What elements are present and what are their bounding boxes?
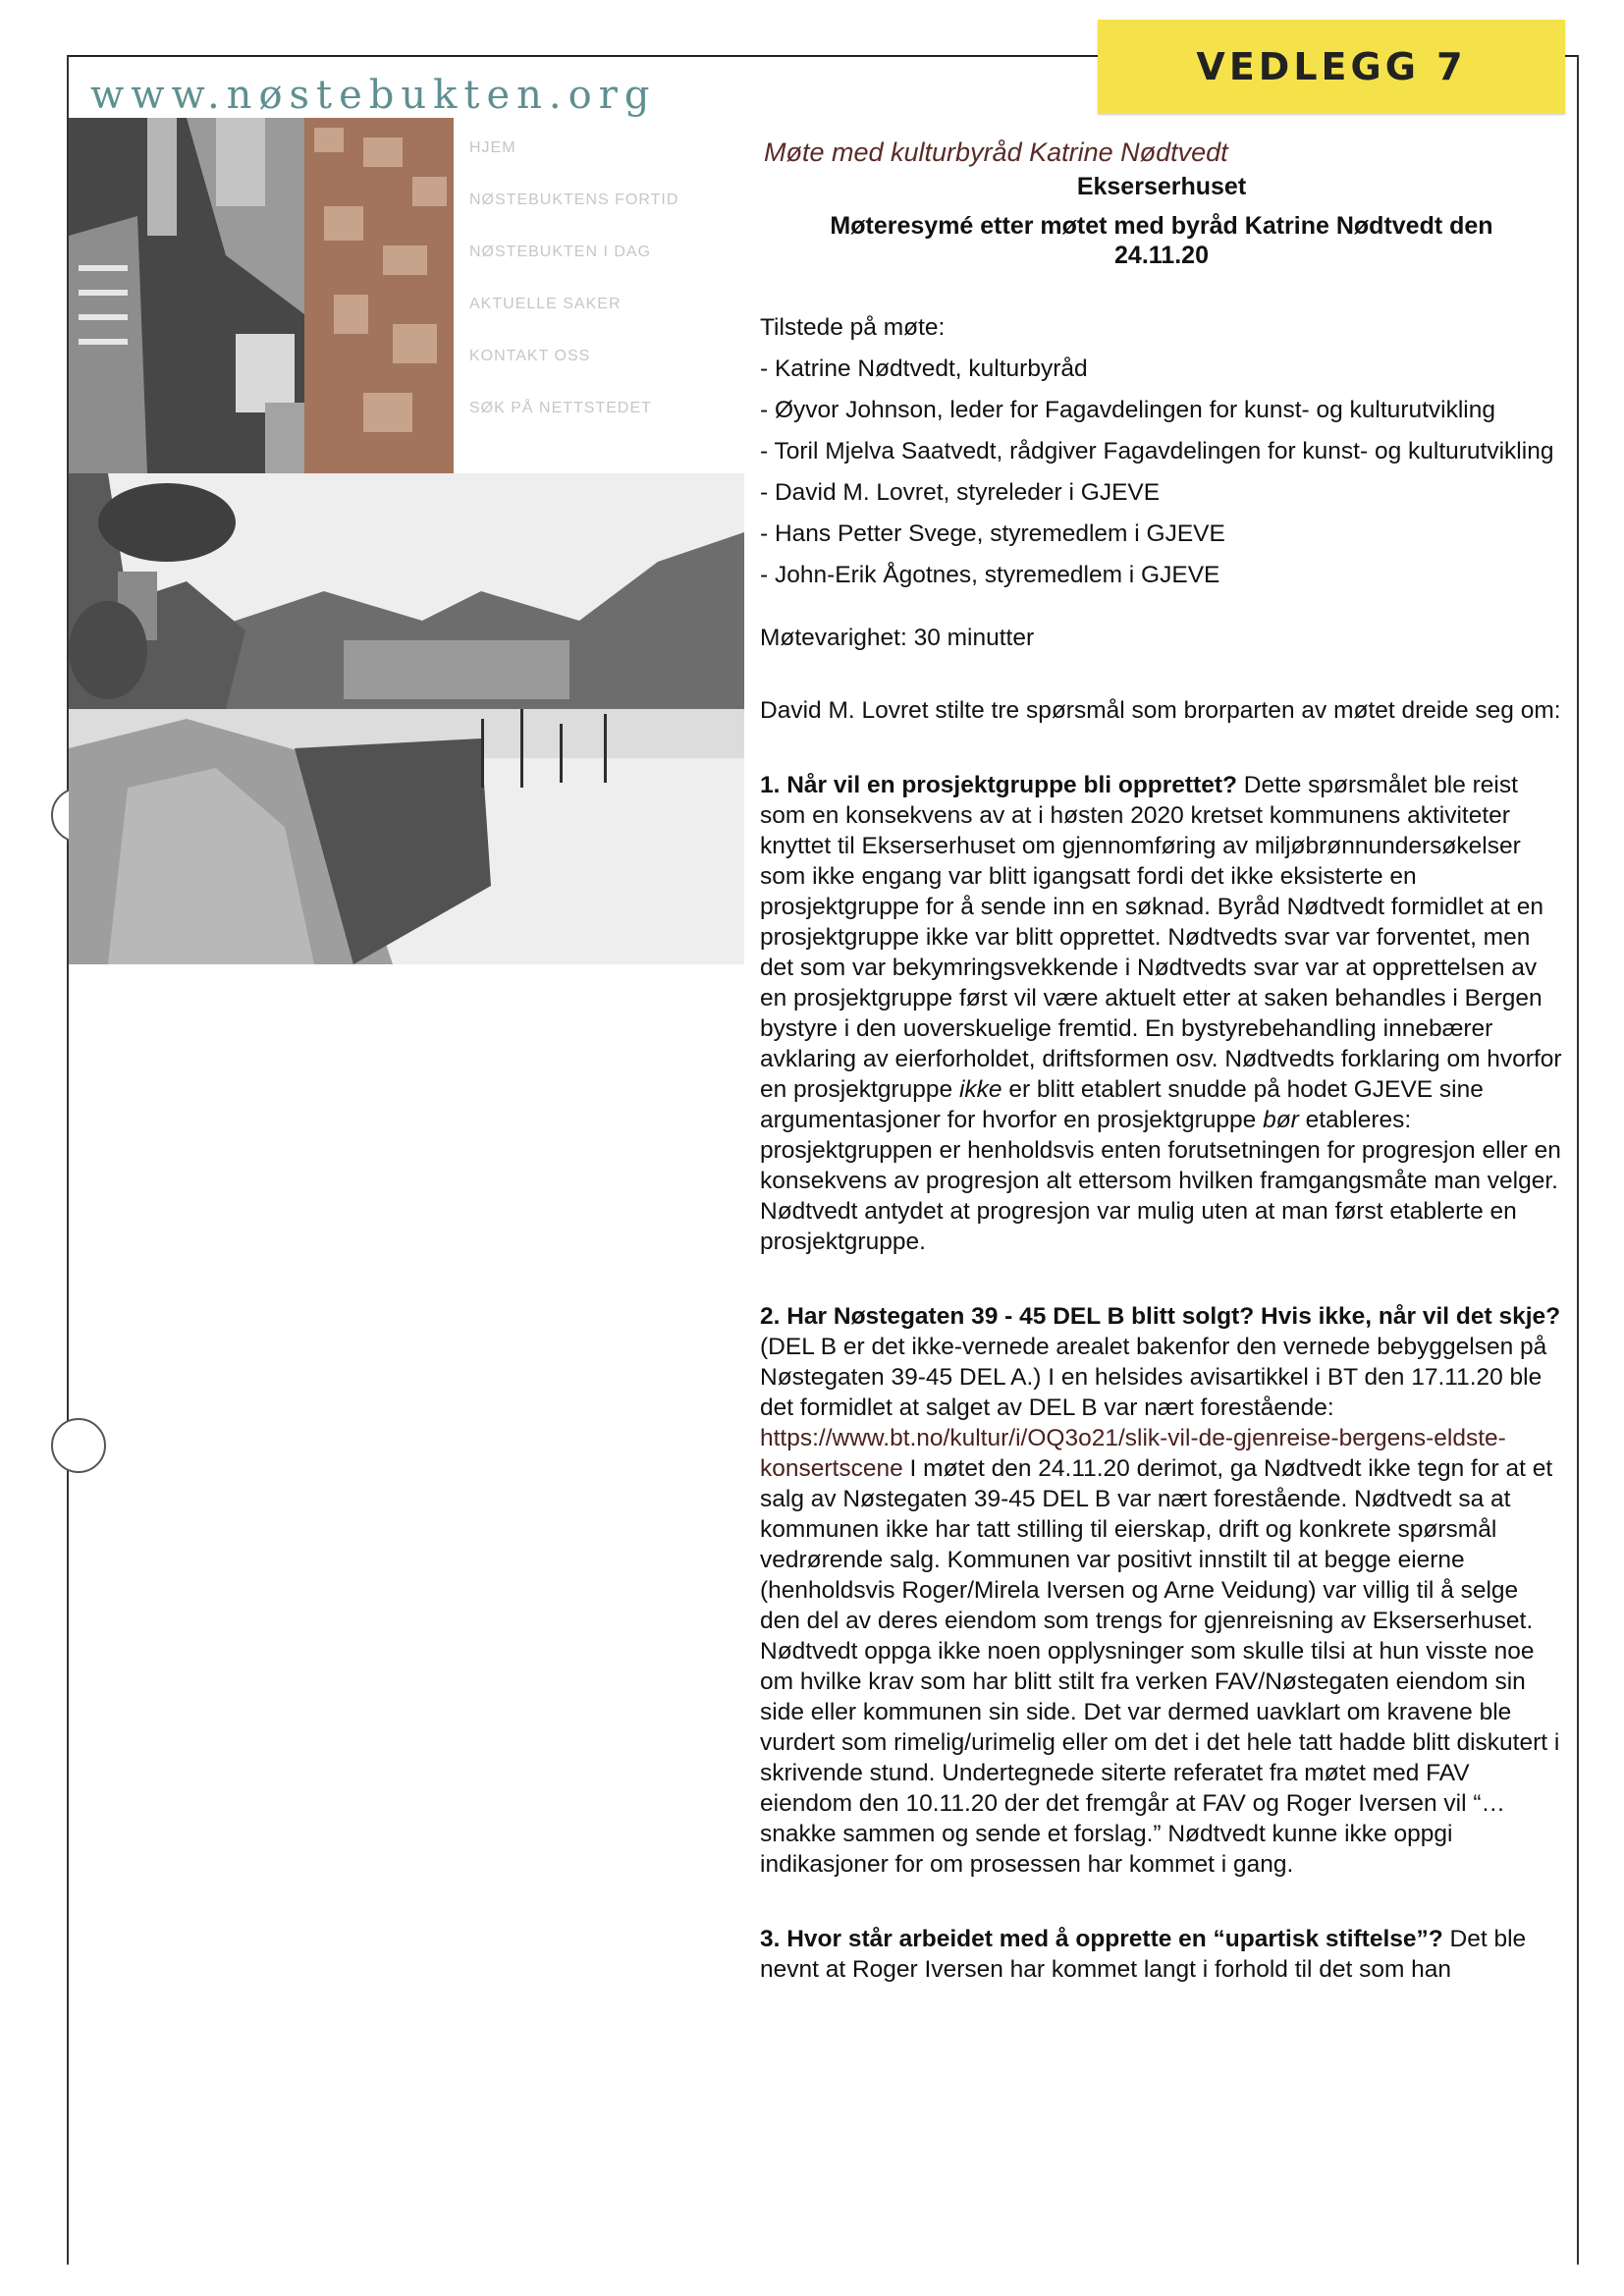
attendee-item: - Katrine Nødtvedt, kulturbyråd xyxy=(760,355,1088,382)
subtitle-summary: Møteresymé etter møtet med byråd Katrine Nødtvedt den xyxy=(830,212,1493,240)
meeting-duration: Møtevarighet: 30 minutter xyxy=(760,625,1035,651)
meeting-summary xyxy=(760,137,1563,1985)
nav-item-aktuelle-saker[interactable]: AKTUELLE SAKER xyxy=(469,296,622,312)
attendee-list xyxy=(760,354,1563,590)
meeting-title: Møte med kulturbyråd Katrine Nødtvedt xyxy=(764,137,1228,167)
question-2-text: (DEL B er det ikke-vernede arealet bakenfor den vernede bebyggelsen på Nøstegaten 39-45 DEL A.) I en helsides avisartikkel i BT den 17.11.20 ble det formidlet at salget av DEL B var nært forestående: xyxy=(760,1334,1547,1421)
question-2-heading: 2. Har Nøstegaten 39 - 45 DEL B blitt solgt? Hvis ikke, når vil det skje? xyxy=(760,1303,1561,1330)
question-1-heading: 1. Når vil en prosjektgruppe bli opprettet? xyxy=(760,772,1237,798)
question-1-text: etableres: prosjektgruppen er henholdsvis enten forutsetningen for progresjon eller en konsekvens av progresjon alt ettersom hvilken framgangsmåte man velger. Nødtvedt antydet at progresjon var mulig uten at man først etablerte en prosjektgruppe. xyxy=(760,1107,1561,1255)
present-heading: Tilstede på møte: xyxy=(760,314,946,341)
nav-item-sok[interactable]: SØK PÅ NETTSTEDET xyxy=(469,400,652,416)
punch-hole-bottom xyxy=(51,1418,106,1473)
question-1-emphasis: ikke xyxy=(958,1076,1002,1103)
attendee-item: - Hans Petter Svege, styremedlem i GJEVE xyxy=(760,520,1225,547)
attachment-sticker xyxy=(1098,20,1565,114)
question-3-text: Det ble nevnt at Roger Iversen har kommet langt i forhold til det som han xyxy=(760,1926,1527,1983)
historic-harbour-photo xyxy=(69,473,744,964)
subtitle-location: Ekserserhuset xyxy=(1076,173,1247,200)
intro-paragraph: David M. Lovret stilte tre spørsmål som brorparten av møtet dreide seg om: xyxy=(760,697,1561,724)
question-1-paragraph xyxy=(760,770,1563,1257)
frame-right-border xyxy=(1577,55,1579,2265)
attendee-item: - David M. Lovret, styreleder i GJEVE xyxy=(760,479,1161,506)
site-navigation xyxy=(469,139,678,452)
question-1-text: Dette spørsmålet ble reist som en konsekvens av at i høsten 2020 kretset kommunens aktiviteter knyttet til Ekserserhuset om gjennomføring av miljøbrønnundersøkelser som ikke engang var blitt igangsatt fordi det ikke eksisterte en prosjektgruppe for å sende inn en søknad. Byråd Nødtvedt formidlet at en prosjektgruppe ikke var blitt opprettet. Nødtvedts svar var forventet, men det som var bekymringsvekkende i Nødtvedts svar var at opprettelsen av en prosjektgruppe først vil være aktuelt etter at saken behandles i Bergen bystyre i den uoverskuelige fremtid. En bystyrebehandling innebærer avklaring av eierforholdet, driftsformen osv. Nødtvedts forklaring om hvorfor en prosjektgruppe xyxy=(760,772,1562,1103)
subtitle-date: 24.11.20 xyxy=(1114,242,1209,269)
attendee-item: - Toril Mjelva Saatvedt, rådgiver Fagavdelingen for kunst- og kulturutvikling xyxy=(760,438,1554,465)
nav-item-hjem[interactable]: HJEM xyxy=(469,139,516,156)
question-1-emphasis: bør xyxy=(1263,1107,1299,1133)
question-2-paragraph xyxy=(760,1301,1563,1880)
nav-item-kontakt[interactable]: KONTAKT OSS xyxy=(469,348,591,364)
attendee-item: - John-Erik Ågotnes, styremedlem i GJEVE xyxy=(760,562,1220,588)
attachment-label: VEDLEGG 7 xyxy=(1196,45,1467,88)
question-3-heading: 3. Hvor står arbeidet med å opprette en “upartisk stiftelse”? xyxy=(760,1926,1443,1952)
nav-item-fortid[interactable]: NØSTEBUKTENS FORTID xyxy=(469,191,679,208)
question-3-paragraph xyxy=(760,1924,1563,1985)
bt-article-link[interactable]: https://www.bt.no/kultur/i/OQ3o21/slik-vil-de-gjenreise-bergens-eldste-konsertscene xyxy=(760,1425,1506,1482)
question-2-text: I møtet den 24.11.20 derimot, ga Nødtvedt ikke tegn for at et salg av Nøstegaten 39-45 DEL B var nært forestående. Nødtvedt sa at kommunen ikke har tatt stilling til eierskap, drift og konkrete spørsmål vedrørende salg. Kommunen var positivt innstilt til at begge eierne (henholdsvis Roger/Mirela Iversen og Arne Veidung) var villig til å selge den del av deres eiendom som trengs for gjenreisning av Ekserserhuset. Nødtvedt oppga ikke noen opplysninger som skulle tilsi at hun visste noe om hvilke krav som har blitt stilt fra verken FAV/Nøstegaten eiendom sin side eller kommunen sin side. Det var dermed uavklart om kravene ble vurdert som rimelig/urimelig eller om det i det hele tatt hadde blitt diskutert i skrivende stund. Undertegnede siterte referatet fra møtet med FAV eiendom den 10.11.20 der det fremgår at FAV og Roger Iversen vil “…snakke sammen og sende et forslag.” Nødtvedt kunne ikke oppgi indikasjoner for om prosessen har kommet i gang. xyxy=(760,1455,1560,1878)
aerial-harbour-photo xyxy=(69,118,454,473)
nav-item-i-dag[interactable]: NØSTEBUKTEN I DAG xyxy=(469,244,652,260)
question-1-text: er blitt etablert snudde på hodet GJEVE sine argumentasjoner for hvorfor en prosjektgruppe xyxy=(760,1076,1484,1133)
attendee-item: - Øyvor Johnson, leder for Fagavdelingen for kunst- og kulturutvikling xyxy=(760,397,1495,423)
site-url-header: www.nøstebukten.org xyxy=(90,73,657,118)
